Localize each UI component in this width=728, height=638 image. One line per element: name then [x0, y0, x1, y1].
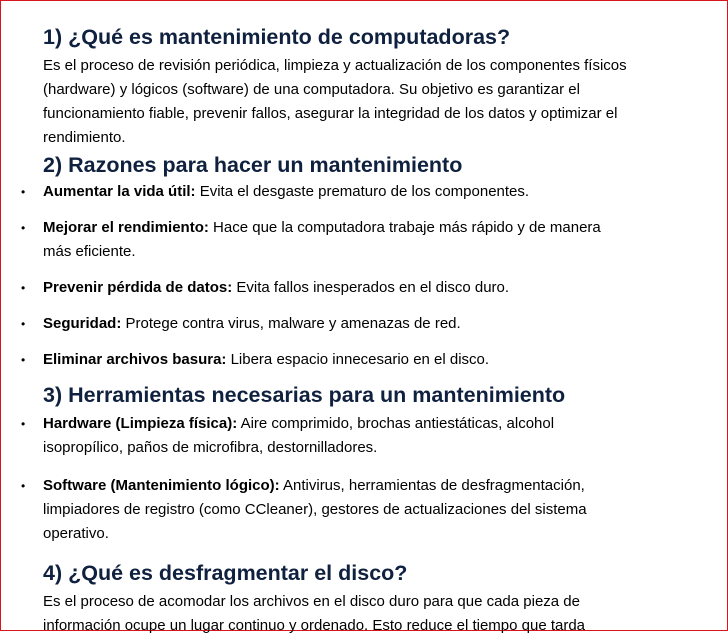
item-term: Mejorar el rendimiento:	[43, 219, 209, 236]
section-defragment	[43, 560, 683, 638]
item-term: Seguridad:	[43, 315, 122, 332]
list-item	[21, 276, 633, 300]
bullet-icon: •	[21, 353, 26, 367]
tools-list	[21, 412, 683, 546]
list-item	[21, 180, 633, 204]
item-term: Prevenir pérdida de datos:	[43, 279, 233, 296]
bullet-icon: •	[21, 281, 26, 295]
item-text: Antivirus, herramientas de desfragmentación, limpiadores de registro (como CCleaner), gestores de actualizaciones del sistema operativo.	[43, 477, 587, 542]
item-text: Aire comprimido, brochas antiestáticas, alcohol isopropílico, paños de microfibra, destornilladores.	[43, 415, 555, 456]
list-item	[21, 474, 633, 546]
item-term: Software (Mantenimiento lógico):	[43, 477, 280, 494]
item-text: Protege contra virus, malware y amenazas de red.	[121, 315, 461, 332]
item-text: Evita fallos inesperados en el disco duro.	[232, 279, 510, 296]
item-text: Evita el desgaste prematuro de los componentes.	[195, 183, 530, 200]
list-item	[21, 216, 633, 264]
bullet-icon: •	[21, 417, 26, 431]
section-paragraph: Es el proceso de revisión periódica, limpieza y actualización de los componentes físicos (hardware) y lógicos (software) de una computadora. Su objetivo es garantizar el funcionamiento fiable, prevenir fallos, asegurar la integridad de los datos y optimizar el rendimiento.	[43, 57, 627, 146]
item-term: Eliminar archivos basura:	[43, 351, 227, 368]
item-term: Hardware (Limpieza física):	[43, 415, 238, 432]
bullet-icon: •	[21, 185, 26, 199]
section-heading: 2) Razones para hacer un mantenimiento	[43, 153, 463, 177]
section-paragraph: Es el proceso de acomodar los archivos en el disco duro para que cada pieza de información ocupe un lugar continuo y ordenado. Esto reduce el tiempo que tarda	[43, 593, 586, 634]
section-heading: 1) ¿Qué es mantenimiento de computadoras?	[43, 25, 511, 49]
item-text: Hace que la computadora trabaje más rápido y de manera más eficiente.	[43, 219, 601, 260]
reasons-list	[21, 180, 683, 372]
section-heading: 3) Herramientas necesarias para un mantenimiento	[43, 383, 566, 407]
bullet-icon: •	[21, 317, 26, 331]
list-item	[21, 348, 633, 372]
document-body	[21, 24, 683, 638]
list-item	[21, 412, 633, 460]
bullet-icon: •	[21, 479, 26, 493]
item-term: Aumentar la vida útil:	[43, 183, 196, 200]
item-text: Libera espacio innecesario en el disco.	[226, 351, 490, 368]
section-heading: 4) ¿Qué es desfragmentar el disco?	[43, 561, 408, 585]
bullet-icon: •	[21, 221, 26, 235]
list-item	[21, 312, 633, 336]
section-tools	[21, 382, 683, 546]
section-reasons	[21, 152, 683, 372]
section-maintenance-definition	[43, 24, 683, 150]
